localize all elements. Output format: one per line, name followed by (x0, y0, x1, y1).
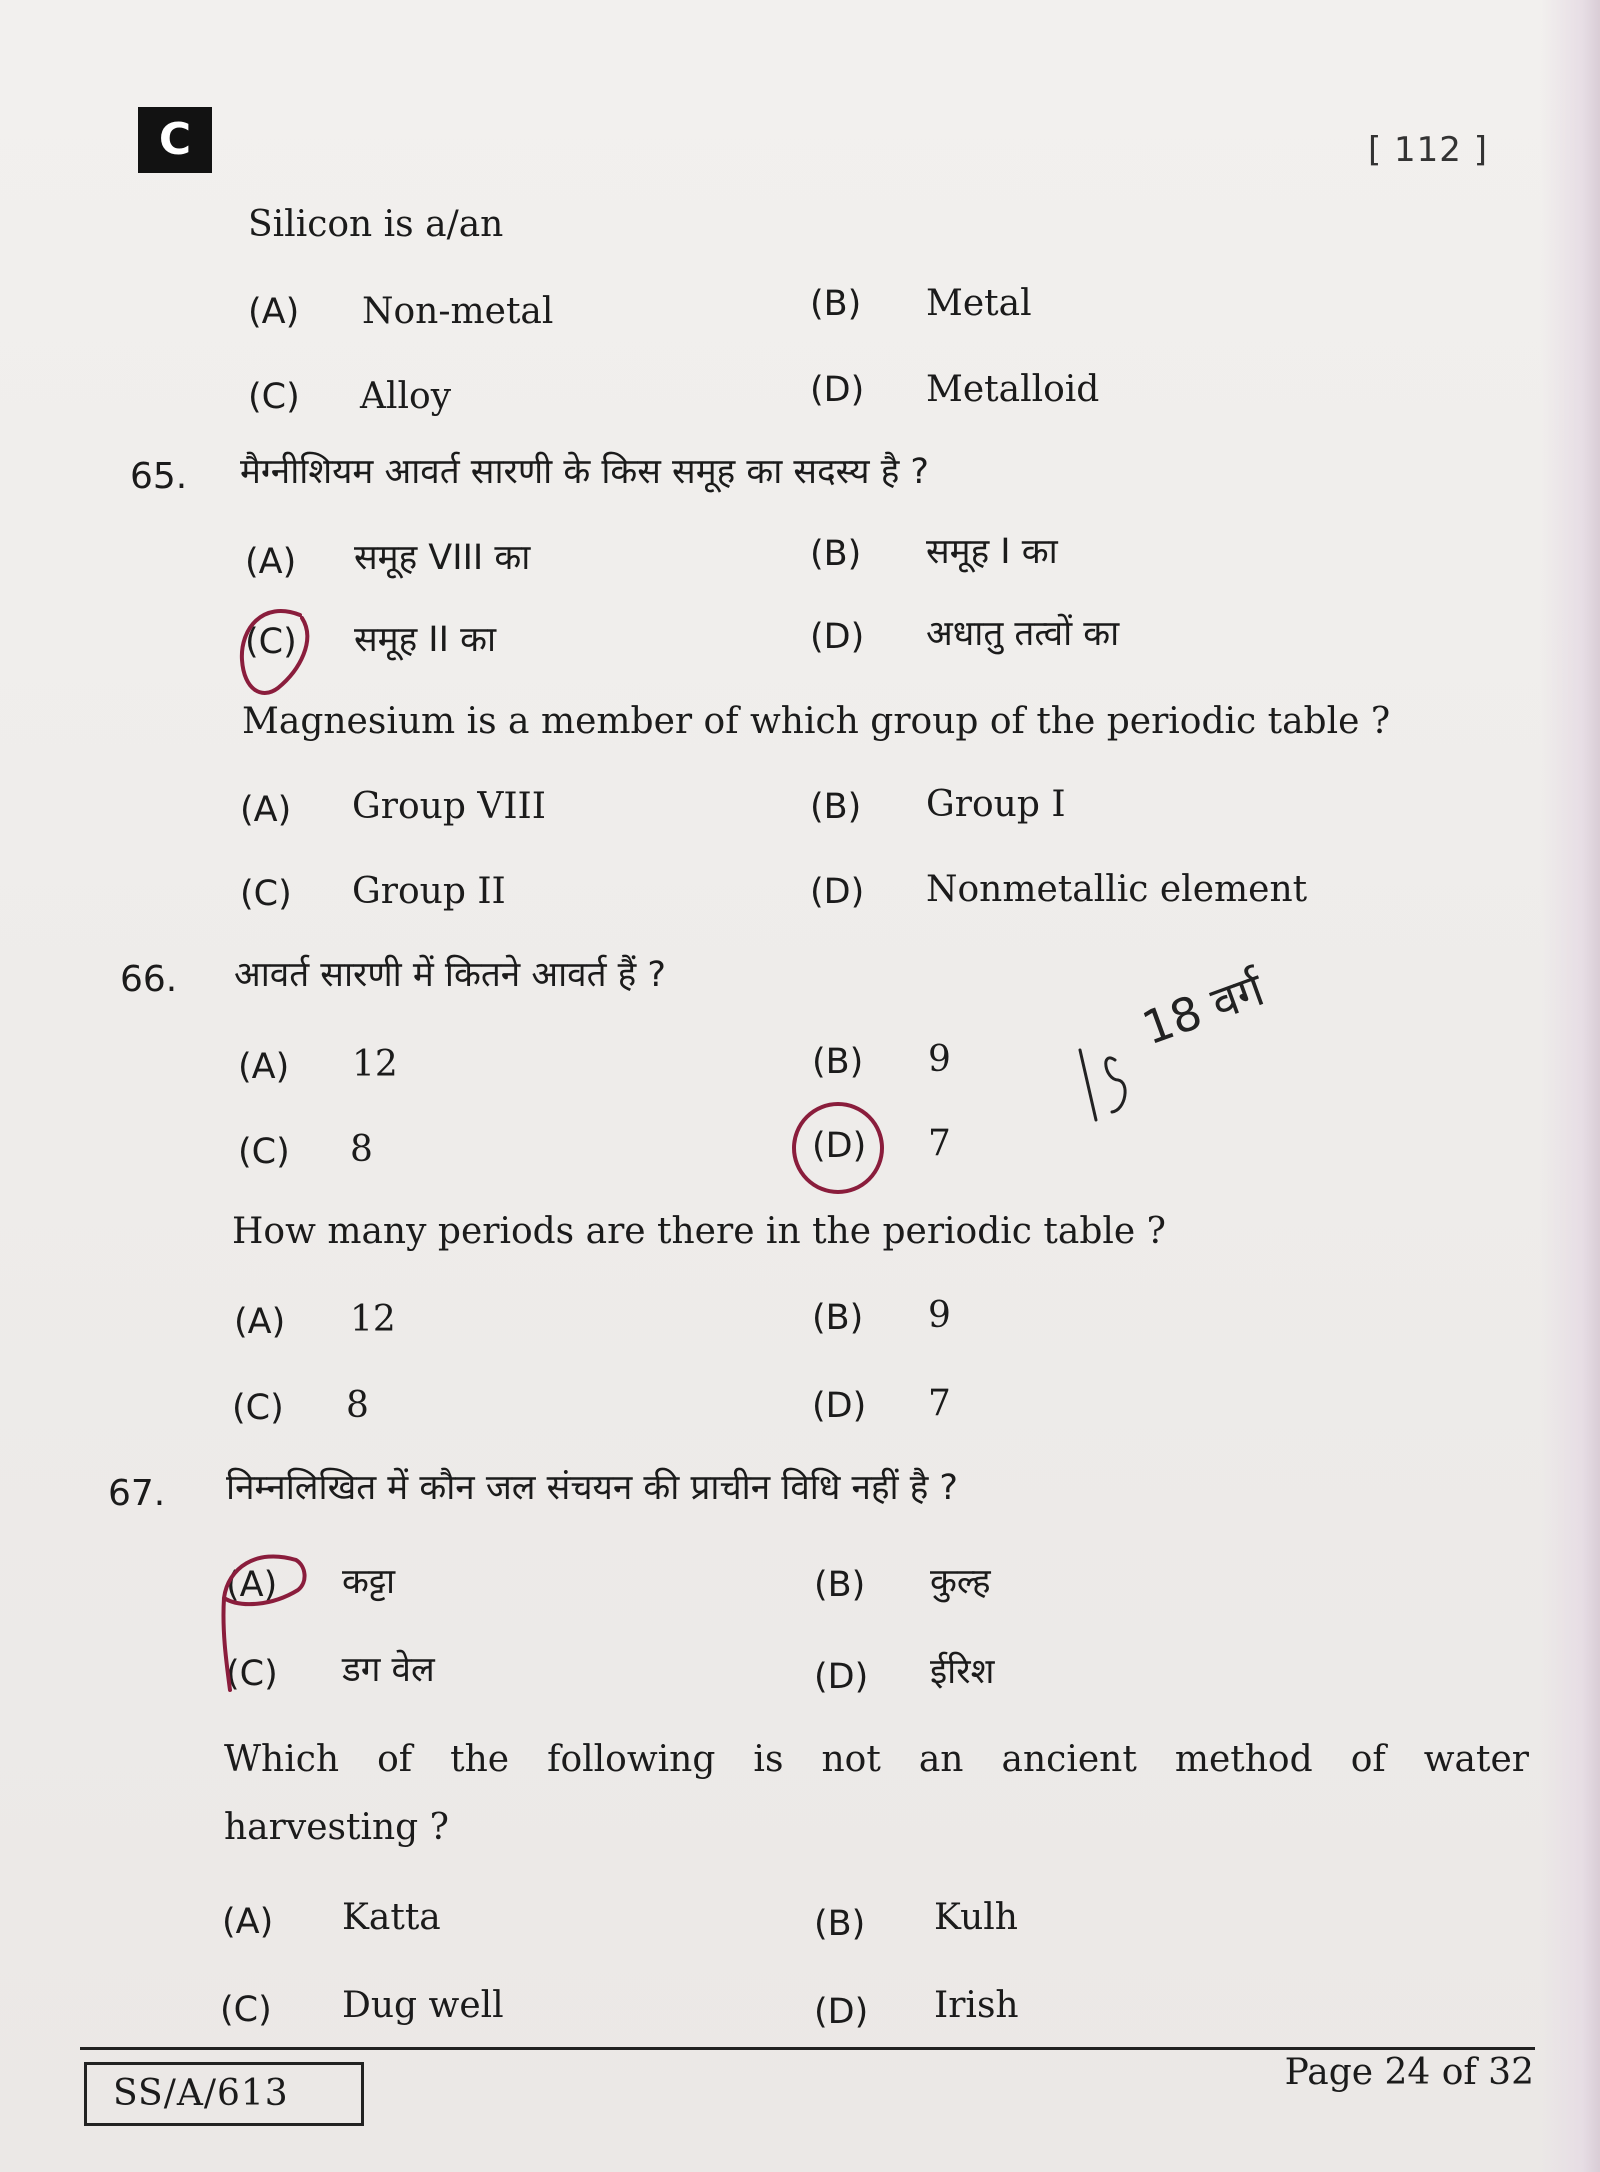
q65-hi-option-a-label: (A) (245, 542, 297, 582)
q66-en-question: How many periods are there in the periodic table ? (232, 1211, 1166, 1252)
q65-en-question: Magnesium is a member of which group of the periodic table ? (242, 701, 1391, 742)
q66-hi-option-a-label: (A) (238, 1047, 290, 1087)
q67-en-option-c-label: (C) (220, 1990, 272, 2030)
q64-en-option-c-label: (C) (248, 377, 300, 417)
page-code: [ 112 ] (1367, 130, 1488, 170)
q67-hi-option-c-text: डग वेल (342, 1650, 435, 1690)
q65-en-option-b-label: (B) (810, 787, 862, 827)
q65-hi-option-b-text: समूह I का (926, 532, 1058, 572)
q64-en-option-c-text: Alloy (360, 376, 452, 417)
q64-en-option-a-label: (A) (248, 292, 300, 332)
q67-answer-circle (223, 1556, 304, 1690)
q65-en-option-d-text: Nonmetallic element (926, 869, 1308, 910)
q66-en-option-c-text: 8 (346, 1385, 369, 1426)
q67-en-option-b-text: Kulh (934, 1897, 1018, 1938)
q66-hi-option-c-label: (C) (238, 1132, 290, 1172)
q65-number: 65. (130, 456, 188, 497)
q67-number: 67. (108, 1473, 166, 1514)
q67-en-question-line1: Which of the following is not an ancient method of water (224, 1739, 1529, 1780)
footer-paper-code: SS/A/613 (84, 2062, 364, 2126)
q66-answer-circle (794, 1104, 882, 1192)
q65-en-option-a-text: Group VIII (352, 786, 546, 827)
q67-hi-option-c-label: (C) (226, 1654, 278, 1694)
q67-hi-option-b-text: कुल्ह (930, 1562, 991, 1602)
q66-en-option-d-label: (D) (812, 1386, 867, 1426)
q67-en-question-line2: harvesting ? (224, 1807, 449, 1848)
q65-hi-option-d-label: (D) (810, 617, 865, 657)
q66-hi-option-d-text: 7 (928, 1123, 951, 1164)
q66-hi-question: आवर्त सारणी में कितने आवर्त हैं ? (234, 955, 666, 995)
q66-number: 66. (120, 959, 178, 1000)
q65-hi-question: मैग्नीशियम आवर्त सारणी के किस समूह का सदस्य है ? (240, 452, 929, 492)
q65-en-option-c-label: (C) (240, 874, 292, 914)
q66-en-option-b-label: (B) (812, 1298, 864, 1338)
q66-hi-option-d-label: (D) (812, 1126, 867, 1166)
q67-en-option-d-label: (D) (814, 1992, 869, 2032)
q67-en-option-d-text: Irish (934, 1985, 1019, 2026)
q65-en-option-d-label: (D) (810, 872, 865, 912)
q67-hi-option-a-text: कट्टा (342, 1562, 396, 1602)
q67-hi-question: निम्नलिखित में कौन जल संचयन की प्राचीन विधि नहीं है ? (226, 1468, 959, 1508)
q66-hi-option-c-text: 8 (350, 1129, 373, 1170)
q64-en-option-d-label: (D) (810, 370, 865, 410)
q66-en-option-c-label: (C) (232, 1388, 284, 1428)
q64-en-option-b-label: (B) (810, 284, 862, 324)
q64-en-option-a-text: Non-metal (362, 291, 554, 332)
q66-en-option-a-label: (A) (234, 1302, 286, 1342)
q66-en-option-d-text: 7 (928, 1383, 951, 1424)
q67-en-option-a-label: (A) (222, 1902, 274, 1942)
q64-en-question: Silicon is a/an (248, 204, 504, 245)
footer-rule (80, 2047, 1535, 2050)
q66-hi-option-b-text: 9 (928, 1039, 951, 1080)
q66-handwritten-note-stroke (1080, 1050, 1125, 1120)
q67-hi-option-a-label: (A) (226, 1565, 278, 1605)
q67-hi-option-d-text: ईरिश (930, 1652, 995, 1692)
q65-en-option-a-label: (A) (240, 790, 292, 830)
q65-hi-option-d-text: अधातु तत्वों का (926, 614, 1120, 654)
q65-hi-option-b-label: (B) (810, 534, 862, 574)
footer-page-number: Page 24 of 32 (1284, 2052, 1534, 2093)
q65-en-option-c-text: Group II (352, 871, 506, 912)
q64-en-option-b-text: Metal (926, 283, 1032, 324)
q66-en-option-a-text: 12 (350, 1299, 396, 1340)
q65-hi-option-c-text: समूह II का (354, 620, 497, 660)
q67-hi-option-b-label: (B) (814, 1565, 866, 1605)
q65-hi-option-c-label: (C) (245, 622, 297, 662)
set-badge: C (138, 107, 212, 173)
q66-hi-option-b-label: (B) (812, 1042, 864, 1082)
q67-en-option-b-label: (B) (814, 1904, 866, 1944)
q66-hi-option-a-text: 12 (352, 1044, 398, 1085)
q67-hi-option-d-label: (D) (814, 1657, 869, 1697)
q64-en-option-d-text: Metalloid (926, 369, 1100, 410)
q65-answer-circle (242, 611, 307, 693)
q66-en-option-b-text: 9 (928, 1295, 951, 1336)
q66-handwritten-note: 18 वर्ग (1135, 961, 1271, 1056)
q65-hi-option-a-text: समूह VIII का (354, 538, 531, 578)
q67-en-option-c-text: Dug well (342, 1985, 504, 2026)
q67-en-option-a-text: Katta (342, 1897, 441, 1938)
q65-en-option-b-text: Group I (926, 784, 1066, 825)
